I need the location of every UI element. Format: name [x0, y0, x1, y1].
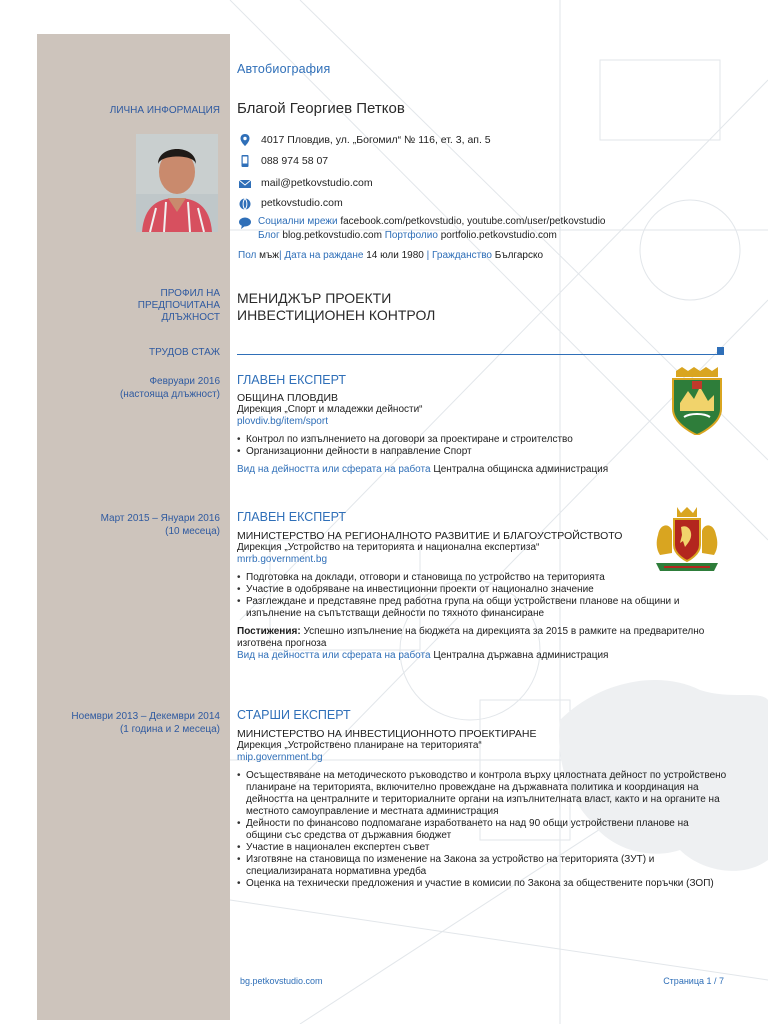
- mobile-phone-icon: [238, 154, 252, 168]
- bulgaria-coat-of-arms-icon: [650, 505, 724, 577]
- job-1-duration: (настояща длъжност): [119, 389, 220, 400]
- job-1-org: ОБЩИНА ПЛОВДИВ: [237, 392, 338, 404]
- dob-label: Дата на раждане: [284, 250, 364, 261]
- field-value: Централна държавна администрация: [433, 650, 609, 661]
- list-item: • Изготвяне на становища по изменение на Закона за устройство на територията (ЗУТ) и специализираната нормативна уредба: [237, 854, 727, 878]
- globe-icon: [238, 197, 252, 211]
- job-2-dept: Дирекция „Устройство на територията и национална експертиза“: [237, 542, 540, 553]
- job-3-duration: (1 година и 2 месеца): [119, 724, 220, 735]
- job-2-date-range: Март 2015 – Януари 2016: [100, 513, 220, 524]
- plovdiv-coat-of-arms-icon: [670, 367, 724, 435]
- list-item: • Организационни дейности в направление Спорт: [237, 446, 717, 458]
- address: 4017 Пловдив, ул. „Богомил“ № 116, ет. 3, ап. 5: [261, 134, 491, 146]
- profile-label-line-1: ПРОФИЛ НА: [160, 288, 220, 299]
- document-title: Автобиография: [237, 62, 331, 76]
- section-label-personal: ЛИЧНА ИНФОРМАЦИЯ: [109, 105, 220, 116]
- job-2-org: МИНИСТЕРСТВО НА РЕГИОНАЛНОТО РАЗВИТИЕ И БЛАГОУСТРОЙСТВОТО: [237, 530, 623, 542]
- footer-site-link[interactable]: bg.petkovstudio.com: [240, 976, 323, 986]
- job-1-dates: [120, 375, 220, 401]
- blog-portfolio-line: [258, 230, 557, 241]
- social-label: Социални мрежи: [258, 216, 338, 227]
- field-value: Централна общинска администрация: [433, 464, 609, 475]
- job-3: [237, 708, 727, 890]
- person-name: Благой Георгиев Петков: [237, 100, 405, 117]
- blog-label: Блог: [258, 230, 280, 241]
- phone: 088 974 58 07: [261, 155, 329, 167]
- achievement-value: Успешно изпълнение на бюджета на дирекцията за 2015 в рамките на предварително изготвена прогноза: [237, 626, 705, 649]
- section-divider: [237, 354, 724, 355]
- job-1-field: [237, 464, 717, 476]
- preferred-position-line-1: МЕНИДЖЪР ПРОЕКТИ: [237, 290, 392, 306]
- chat-bubble-icon: [238, 216, 252, 230]
- portfolio-link[interactable]: portfolio.petkovstudio.com: [440, 230, 557, 241]
- email-link[interactable]: mail@petkovstudio.com: [261, 177, 373, 189]
- job-3-org: МИНИСТЕРСТВО НА ИНВЕСТИЦИОННОТО ПРОЕКТИРАНЕ: [237, 728, 537, 740]
- job-2-dates: [101, 512, 220, 538]
- portfolio-label: Портфолио: [384, 230, 438, 241]
- achievement-label: Постижения:: [237, 626, 301, 637]
- section-label-profile: [138, 288, 220, 324]
- list-item: • Подготовка на доклади, отговори и становища по устройство на територията: [237, 572, 727, 584]
- field-label: Вид на дейността или сферата на работа: [237, 650, 431, 661]
- list-item: • Дейности по финансово подпомагане изработването на над 90 общи устройствени планове на общини със средства от държавния бюджет: [237, 818, 727, 842]
- personal-details-line: Пол мъж| Дата на раждане 14 юли 1980 | Гражданство Българско: [238, 250, 544, 261]
- social-links[interactable]: facebook.com/petkovstudio, youtube.com/user/petkovstudio: [340, 216, 606, 227]
- sex-label: Пол: [238, 250, 257, 261]
- job-2-duties: [237, 572, 727, 620]
- job-1-dept: Дирекция „Спорт и младежки дейности“: [237, 404, 423, 415]
- envelope-icon: [238, 177, 252, 191]
- job-1-duties: [237, 434, 717, 458]
- social-line: [258, 216, 605, 227]
- profile-photo: [136, 134, 218, 232]
- job-2-duration: (10 месеца): [165, 526, 220, 537]
- job-3-dept: Дирекция „Устройствено планиране на територията“: [237, 740, 482, 751]
- field-label: Вид на дейността или сферата на работа: [237, 464, 431, 475]
- job-1-title: ГЛАВЕН ЕКСПЕРТ: [237, 373, 347, 387]
- list-item: • Участие в одобряване на инвестиционни проекти от национално значение: [237, 584, 727, 596]
- preferred-position: [237, 290, 435, 324]
- list-item: • Участие в национален експертен съвет: [237, 842, 727, 854]
- preferred-position-line-2: ИНВЕСТИЦИОНЕН КОНТРОЛ: [237, 307, 436, 323]
- citizenship-label: Гражданство: [432, 250, 492, 261]
- job-1-url[interactable]: plovdiv.bg/item/sport: [237, 416, 328, 427]
- dob-value: 14 юли 1980: [366, 250, 424, 261]
- job-3-duties: [237, 770, 727, 890]
- profile-label-line-3: ДЛЪЖНОСТ: [161, 312, 220, 323]
- job-3-date-range: Ноември 2013 – Декември 2014: [71, 711, 220, 722]
- profile-label-line-2: ПРЕДПОЧИТАНА: [137, 300, 220, 311]
- job-1-date-range: Февруари 2016: [149, 376, 220, 387]
- section-label-experience: ТРУДОВ СТАЖ: [148, 347, 220, 358]
- job-3-url[interactable]: mip.government.bg: [237, 752, 323, 763]
- job-2-field: [237, 650, 727, 662]
- section-divider-marker: [717, 347, 724, 354]
- job-3-title: СТАРШИ ЕКСПЕРТ: [237, 708, 351, 722]
- citizenship-value: Българско: [494, 250, 544, 261]
- job-2-achievement: [237, 626, 727, 650]
- job-2-title: ГЛАВЕН ЕКСПЕРТ: [237, 510, 347, 524]
- location-pin-icon: [238, 133, 252, 147]
- sex-value: мъж: [259, 250, 279, 261]
- list-item: • Осъществяване на методическото ръководство и контрола върху цялостната дейност по устройствено планиране на територията, включително провеждане на държавната политика и координация на дейността на централните и териториалните органи на изпълнителната власт, както и на органите на местното самоуправление и местната администрация: [237, 770, 727, 818]
- list-item: • Контрол по изпълнението на договори за проектиране и строителство: [237, 434, 717, 446]
- list-item: • Разглеждане и представяне пред работна група на общи устройствени планове на общини и изпълнение на съпътстващи дейности по тяхното финансиране: [237, 596, 727, 620]
- blog-link[interactable]: blog.petkovstudio.com: [282, 230, 382, 241]
- list-item: • Оценка на технически предложения и участие в комисии по Закона за обществените поръчки (ЗОП): [237, 878, 727, 890]
- job-2-url[interactable]: mrrb.government.bg: [237, 554, 328, 565]
- job-3-dates: [71, 710, 220, 736]
- website-link[interactable]: petkovstudio.com: [261, 197, 343, 209]
- job-1: [237, 373, 657, 476]
- footer-page-number: Страница 1 / 7: [663, 976, 724, 986]
